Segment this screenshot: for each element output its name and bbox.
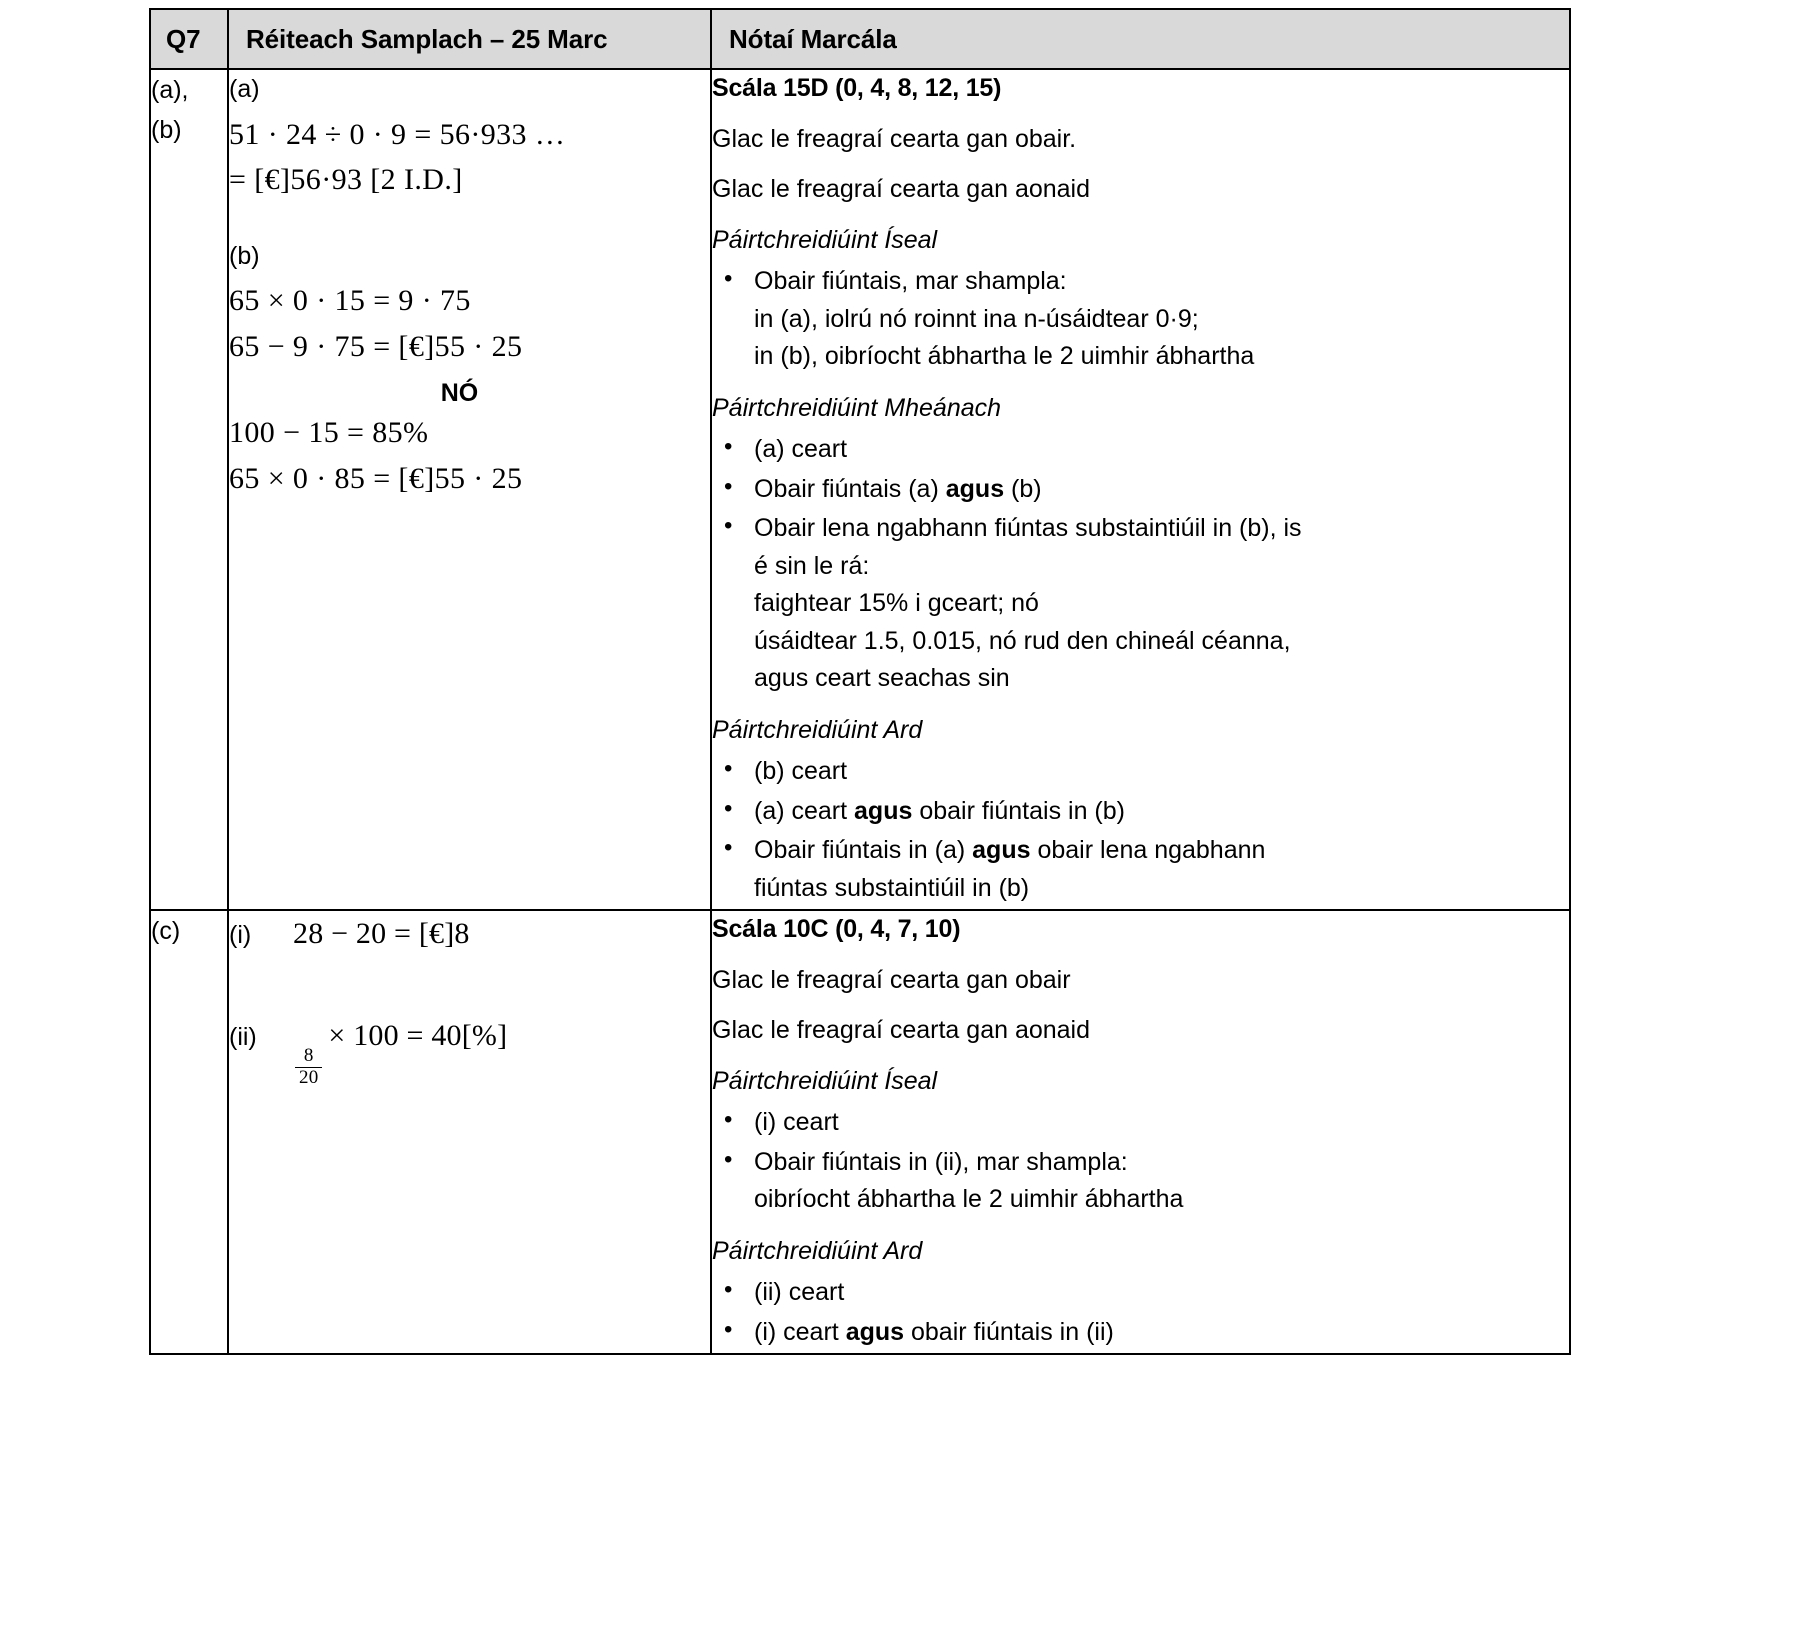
bullet-trail-text: (b): [1004, 474, 1042, 503]
row1-high-partial-list: [712, 753, 1569, 907]
list-item: [712, 431, 1569, 469]
solution-item-i-tag: (i): [229, 921, 252, 949]
row1-high-partial-title: Páirtchreidiúint Ard: [712, 715, 923, 744]
bullet-trail-text: obair fiúntais in (ii): [904, 1317, 1114, 1346]
row1-accept-line-2: Glac le freagraí cearta gan aonaid: [712, 175, 1091, 203]
row1-label-b: (b): [151, 116, 182, 144]
bullet-cont-text: in (b), oibríocht ábhartha le 2 uimhir ábhartha: [754, 342, 1255, 370]
bullet-cont-text: agus ceart seachas sin: [754, 664, 1010, 692]
bullet-lead-text: Obair fiúntais (a): [754, 474, 946, 503]
spacer: [229, 203, 710, 237]
header-notes: Nótaí Marcála: [711, 9, 1570, 69]
bullet-lead-text: (a) ceart: [754, 796, 855, 825]
row1-solution-cell: [228, 69, 711, 910]
list-item: [712, 471, 1569, 509]
row2-high-partial-list: [712, 1274, 1569, 1351]
bullet-lead-text: (i) ceart: [754, 1317, 846, 1346]
solution-item-ii-rest: × 100 = 40[%]: [328, 1018, 508, 1052]
bullet-cont-text: faightear 15% i gceart; nó: [754, 589, 1039, 617]
solution-item-ii-tag: (ii): [229, 1022, 257, 1051]
row1-label-a: (a),: [151, 76, 189, 104]
list-item: [712, 263, 1569, 376]
header-solution: Réiteach Samplach – 25 Marc: [228, 9, 711, 69]
row2-accept-line-1: Glac le freagraí cearta gan obair: [712, 965, 1071, 994]
bullet-lead-text: (i) ceart: [754, 1108, 839, 1136]
bullet-lead-text: Obair fiúntais, mar shampla:: [754, 267, 1067, 295]
row1-notes-cell: [711, 69, 1570, 910]
marking-scheme-table: [149, 8, 1571, 1355]
bullet-emphasis: agus: [854, 796, 913, 825]
solution-item-i: [229, 911, 710, 957]
solution-item-ii: [229, 1013, 710, 1089]
list-item: [712, 1274, 1569, 1312]
table-row: [150, 69, 1570, 910]
fraction-denominator: 20: [295, 1067, 322, 1089]
bullet-lead-text: Obair fiúntais in (ii), mar shampla:: [754, 1147, 1128, 1176]
solution-part-b-alt-line-2: 65 × 0 · 85 = [€]55 · 25: [229, 461, 523, 495]
bullet-cont-text: oibríocht ábhartha le 2 uimhir ábhartha: [754, 1185, 1184, 1213]
bullet-cont-text: fiúntas substaintiúil in (b): [754, 873, 1030, 902]
list-item: [712, 1104, 1569, 1142]
row1-question-labels: [150, 69, 228, 910]
row2-scale-heading: Scála 10C (0, 4, 7, 10): [712, 915, 961, 943]
solution-part-b-tag: (b): [229, 241, 260, 270]
solution-part-a-tag: (a): [229, 75, 260, 103]
solution-part-b-line-1: 65 × 0 · 15 = 9 · 75: [229, 284, 471, 318]
bullet-cont-text: é sin le rá:: [754, 551, 870, 580]
row2-label-c: (c): [151, 917, 181, 945]
row1-low-partial-title: Páirtchreidiúint Íseal: [712, 225, 938, 254]
row2-accept-line-2: Glac le freagraí cearta gan aonaid: [712, 1016, 1091, 1044]
row1-accept-line-1: Glac le freagraí cearta gan obair.: [712, 124, 1077, 153]
solution-part-b-alt-line-1: 100 − 15 = 85%: [229, 416, 429, 450]
table-body: [150, 69, 1570, 1354]
table-row: [150, 910, 1570, 1354]
header-row: [150, 9, 1570, 69]
row2-notes-cell: [711, 910, 1570, 1354]
row1-low-partial-list: [712, 263, 1569, 376]
fraction-numerator: 8: [303, 1045, 314, 1067]
bullet-lead-text: (b) ceart: [754, 757, 848, 785]
row1-scale-heading: Scála 15D (0, 4, 8, 12, 15): [712, 74, 1002, 102]
row1-mid-partial-title: Páirtchreidiúint Mheánach: [712, 393, 1002, 422]
solution-part-a-line-1: 51 · 24 ÷ 0 · 9 = 56·933 …: [229, 117, 566, 151]
fraction-eight-twentieths: [295, 1046, 322, 1088]
list-item: [712, 753, 1569, 791]
list-item: [712, 1144, 1569, 1219]
solution-part-a-line-2: = [€]56·93 [2 I.D.]: [229, 163, 463, 197]
solution-item-ii-equation: [293, 1013, 710, 1089]
solution-part-b-line-2: 65 − 9 · 75 = [€]55 · 25: [229, 329, 523, 363]
list-item: [712, 793, 1569, 831]
bullet-lead-text: (ii) ceart: [754, 1278, 845, 1306]
table-header: [150, 9, 1570, 69]
list-item: [712, 510, 1569, 698]
bullet-trail-text: obair lena ngabhann: [1030, 836, 1266, 864]
bullet-lead-text: Obair lena ngabhann fiúntas substaintiúil in (b), is: [754, 514, 1302, 542]
bullet-trail-text: obair fiúntais in (b): [912, 796, 1125, 825]
list-item: [712, 1314, 1569, 1352]
bullet-emphasis: agus: [945, 474, 1005, 503]
bullet-lead-text: Obair fiúntais in (a): [754, 836, 973, 864]
bullet-lead-text: (a) ceart: [754, 435, 848, 463]
bullet-emphasis: agus: [845, 1317, 905, 1346]
bullet-cont-text: in (a), iolrú nó roinnt ina n-úsáidtear 0·9;: [754, 304, 1199, 333]
solution-item-i-equation: 28 − 20 = [€]8: [293, 917, 470, 950]
row2-high-partial-title: Páirtchreidiúint Ard: [712, 1236, 923, 1265]
row2-solution-cell: [228, 910, 711, 1354]
solution-alternative-keyword: NÓ: [440, 379, 479, 408]
row2-low-partial-title: Páirtchreidiúint Íseal: [712, 1066, 938, 1095]
header-question: Q7: [150, 9, 228, 69]
row2-low-partial-list: [712, 1104, 1569, 1219]
spacer: [229, 957, 710, 1013]
bullet-emphasis: agus: [972, 836, 1031, 864]
row2-question-labels: [150, 910, 228, 1354]
row1-mid-partial-list: [712, 431, 1569, 698]
bullet-cont-text: úsáidtear 1.5, 0.015, nó rud den chineál céanna,: [754, 626, 1291, 655]
list-item: [712, 832, 1569, 907]
